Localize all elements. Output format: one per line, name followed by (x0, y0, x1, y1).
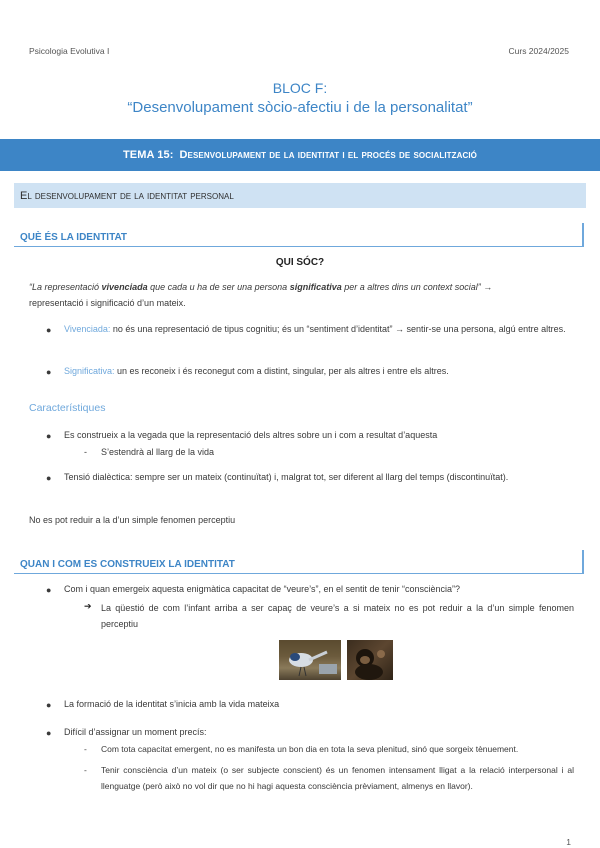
header-year: Curs 2024/2025 (508, 46, 569, 56)
construeix-bullet-1: Com i quan emergeix aquesta enigmàtica capacitat de “veure’s”, en el sentit de tenir “consciència”? (64, 584, 461, 594)
definition-paragraph (29, 279, 574, 311)
bullet-dot: ● (46, 700, 52, 710)
construeix-sub-1: Com tota capacitat emergent, no es manifesta un bon dia en tota la seva plenitud, sinó que sorgeix tènuement. (101, 744, 519, 754)
bullet-dot: ● (46, 431, 52, 441)
chimp-icon (347, 640, 393, 680)
term-vivenciada: Vivenciada: (64, 324, 111, 334)
dash-glyph: - (84, 765, 87, 775)
term-significativa: Significativa: (64, 366, 115, 376)
bullet-dot: ● (46, 367, 52, 377)
bloc-title: “Desenvolupament sòcio-afectiu i de la personalitat” (127, 99, 473, 116)
bullet-dot: ● (46, 325, 52, 335)
char-bullet-1: Es construeix a la vegada que la representació dels altres sobre un i com a resultat d’aquesta (64, 430, 438, 440)
section-title: El desenvolupament de la identitat personal (20, 189, 234, 202)
quote-bold1: vivenciada (101, 282, 148, 292)
mirror-bird-photo (279, 640, 341, 680)
tema-title: Desenvolupament de la identitat i el procés de socialització (179, 149, 478, 161)
arrow-icon: ➔ (84, 601, 92, 611)
quote-bold2: significativa (289, 282, 342, 292)
tema-banner (0, 139, 600, 171)
dash-glyph: - (84, 744, 87, 754)
bird-icon (279, 640, 341, 680)
subheading-identitat (14, 223, 584, 247)
bullet-dot: ● (46, 728, 52, 738)
subheading-construeix (14, 550, 584, 574)
subheading-construeix-text: QUAN I COM ES CONSTRUEIX LA IDENTITAT (20, 559, 235, 570)
question-title: QUI SÓC? (275, 257, 325, 268)
char-bullet-2: Tensió dialèctica: sempre ser un mateix (continuïtat) i, malgrat tot, ser diferent al llarg del temps (discontinuïtat). (64, 472, 509, 482)
text-vivenciada: no és una representació de tipus cognitiu; és un “sentiment d’identitat” → sentir-se una persona, algú entre altres. (110, 324, 566, 334)
characteristics-heading: Característiques (29, 402, 106, 414)
construeix-arrow-text: La qüestió de com l’infant arriba a ser capaç de veure’s a si mateix no es pot reduir a la d’un simple fenomen perceptiu (101, 603, 574, 629)
quote-part3: per a altres dins un context social” (341, 282, 481, 292)
bullet-dot: ● (46, 473, 52, 483)
bullet-vivenciada (64, 321, 574, 337)
quote-tail: representació i significació d’un mateix. (29, 298, 186, 308)
bullet-dot: ● (46, 585, 52, 595)
construeix-bullet-2: La formació de la identitat s’inicia amb la vida mateixa (64, 699, 280, 709)
arrow-glyph: → (480, 282, 493, 292)
bullet-significativa (64, 363, 574, 379)
quote-part2: que cada u ha de ser una persona (147, 282, 290, 292)
construeix-bullet-3: Difícil d’assignar un moment precís: (64, 727, 207, 737)
mirror-chimp-photo (347, 640, 393, 680)
text-significativa: un es reconeix i és reconegut com a distint, singular, per als altres i entre els altres. (114, 366, 449, 376)
quote-part1: “La representació (29, 282, 102, 292)
dash-glyph: - (84, 447, 87, 457)
header-course: Psicologia Evolutiva I (29, 46, 110, 56)
section-banner (14, 183, 586, 208)
closing-line: No es pot reduir a la d’un simple fenomen perceptiu (29, 515, 236, 525)
subheading-identitat-text: QUÈ ÉS LA IDENTITAT (20, 232, 128, 243)
char-sub-1: S’estendrà al llarg de la vida (101, 447, 215, 457)
page-number: 1 (566, 837, 571, 847)
construeix-sub-2: Tenir consciència d’un mateix (o ser subjecte conscient) és un fenomen intensament lligat a la relació interpersonal i al llenguatge (però això no vol dir que no hi hagi aquesta consciència prèviament, almenys en llavor). (101, 765, 574, 791)
tema-number: TEMA 15: (122, 149, 174, 161)
bloc-label: BLOC F: (272, 80, 328, 96)
